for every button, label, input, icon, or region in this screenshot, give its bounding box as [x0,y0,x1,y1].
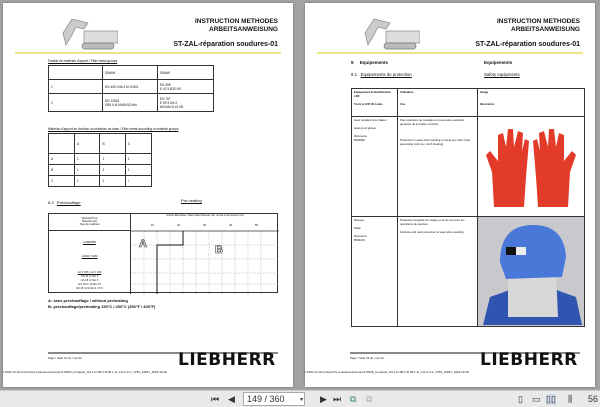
tick-40: 40 [229,223,233,227]
viewer-toolbar [0,390,600,407]
zone-b-label: B [215,244,223,256]
zone-a-label: A [139,238,147,250]
page-number: Page / Seite 32 de / von 42 [350,356,384,360]
welding-mask-image [478,217,584,325]
document-page-31 [3,3,293,387]
fit-width-icon[interactable]: ⧉ [366,394,373,404]
excavator-logo [58,15,118,51]
tick-20: 20 [177,223,181,227]
page-number-input[interactable]: 149 / 360 [243,392,305,406]
section-9-en: Equipements [484,60,513,65]
material-matrix-table: A B C A 1 1 1 B 1 2 1 C 1 1 / [48,133,152,187]
doc-title: ST-ZAL-réparation soudures-01 [173,41,278,48]
two-page-view-icon[interactable]: ▯▯ [546,394,556,404]
first-page-button[interactable]: ⏮ [211,394,220,404]
table-row: Gant résistant à la chaleur Heat proof gloves Reference 8502860 Pour opération de soudage ou toute autre opération générant de la chaleur (torche) Protection to wear when welding or doing any other heat generating work (ex. torch heating) [352,117,585,217]
tick-50: 50 [255,223,259,227]
zoom-level[interactable]: 56 [588,394,599,404]
table-row: Masque Mask Reference 8502210 Protection complète du visage et de du cou pour les opérations de soudure. Full-face and neck protection to wear when welding. [352,217,585,327]
equipment-table: Equipement & identification LFR Tools & LFR ID codes Utilisation Use Image Illustration Gant résistant à la chaleur Heat proof gloves Reference 8502860 Pour opération de soudage ou toute autre opération générant de la chaleur (torche) Protection to wear when welding or doing any other heat generating work (ex. torch heating) Masque Mask Reference 8502210 Protection complète du visage et de du cou pour les opérations de soudure. Full-face and neck protection to wear when welding. [351,88,585,327]
tick-10: 10 [151,223,155,227]
header-divider [317,52,583,54]
tick-30: 30 [203,223,207,227]
page-dropdown[interactable]: ▾ [300,397,304,403]
excavator-logo [360,15,420,51]
printed-notice: I 2020 12:19 printed this protected document! R926_Compact_GS.1-D-08-0-D-05.1-D_0-8-A-4-V_1755_43067_2018-12-06 [3,370,167,374]
document-page-32 [305,3,595,387]
section-9-1-en: Safety equipments [484,72,520,77]
matrix-title: Matériau d'apport en fonction du matériau de base / Filler metal according to material groups [48,127,179,131]
legend-b: B: préchauffage/preheating 150°C / 200°C (300°F / 400°F) [48,304,156,309]
last-page-button[interactable]: ⏭ [333,394,342,404]
section-pre-heating: Pre-heating [181,198,202,203]
header-divider [15,52,281,54]
section-9: 9 Equipements [351,60,389,65]
header-title: INSTRUCTION METHODES ARBEITSANWEISUNG [496,18,580,33]
previous-page-button[interactable]: ◀ [228,394,235,404]
section-8-3: 8.3 Préchauffage [48,200,81,205]
two-page-continuous-icon[interactable]: ⫼ [568,394,573,404]
filler-table: GMAW SMAW 1 EN 440 G46 4 M G4Si1 EN 499 E 42 5 B32 H5 2 EN 12534 G69 4 M Mn3Ni1CrMo EN 757 E 69 5 Mn 2 NiCrMo B 42 H5 [48,65,214,112]
section-9-1: 9.1 Equipements de protection [351,72,412,77]
preheat-chart: Werkstoff Typ Material type Type de matériau Grösste Blechdicke / Tallest plate thickness / Ep. de tôle la plus élevée (mm) LH368/355 LH690 / S460 LH X 406 / LH X 300 GS 40 Cr Mo 4 GS 18 Cr Mo 4 GS 18 Cr Ni Mo 3 6 GS 18 Cr Ni Mo 4 4 5 V 10 20 30 40 50 A B [48,213,278,293]
continuous-view-icon[interactable]: ▭ [532,394,541,404]
filler-title: Famille de matériau d'apport / Filler metal groups [48,59,118,63]
page-number: Page / Seite 31 de / von 42 [48,356,82,360]
next-page-button[interactable]: ▶ [320,394,327,404]
single-page-view-icon[interactable]: ▯ [518,394,523,404]
liebherr-logo: LIEBHERR [178,350,276,370]
fit-page-icon[interactable]: ⧉ [350,394,357,404]
liebherr-logo: LIEBHERR [480,350,578,370]
header-title: INSTRUCTION METHODES ARBEITSANWEISUNG [194,18,278,33]
legend-a: A: sans préchauffage / without preheating [48,298,128,303]
heat-proof-gloves-image [478,117,584,215]
doc-title: ST-ZAL-réparation soudures-01 [475,41,580,48]
printed-notice: I 2020 12:19 printed this protected document! R926_Compact_GS.1-D-08-0-D-05.1-D_0-8-A-4-V_1755_43067_2018-12-06 [305,370,469,374]
